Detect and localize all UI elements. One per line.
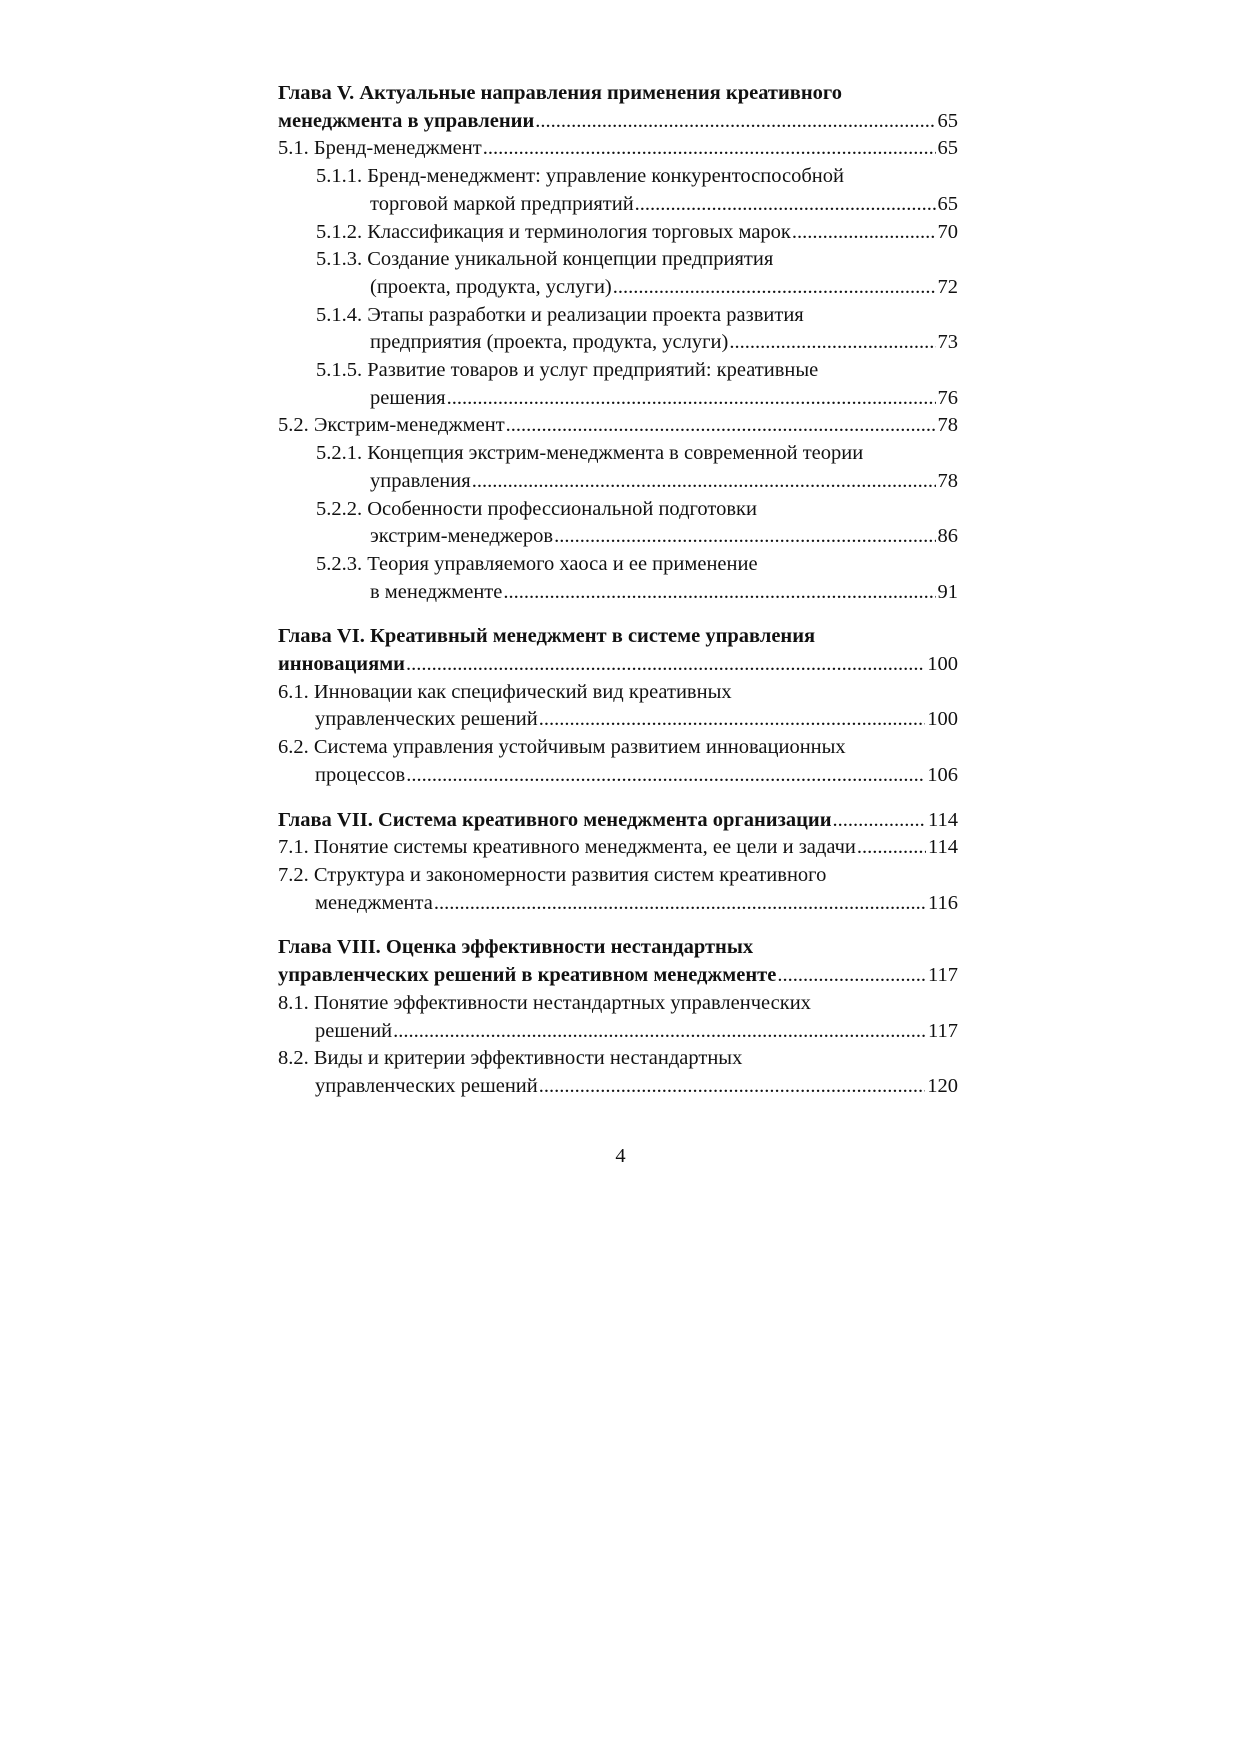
entry-title: 5.2.1. Концепция экстрим-менеджмента в современной теории bbox=[316, 442, 864, 465]
dot-leader bbox=[393, 1018, 926, 1046]
chapter-6-page: 100 bbox=[927, 653, 958, 676]
chapter-6-title-line-2[interactable] bbox=[278, 651, 958, 679]
entry-page: 76 bbox=[937, 386, 958, 409]
chapter-6-title-part-1: Глава VI. Креативный менеджмент в системе управления bbox=[278, 625, 816, 648]
entry-page: 117 bbox=[928, 1019, 958, 1042]
chapter-8 bbox=[278, 934, 958, 1100]
entry-page: 70 bbox=[937, 220, 958, 243]
entry-title: 7.1. Понятие системы креативного менеджмента, ее цели и задачи bbox=[278, 836, 856, 859]
entry-title: 5.1.5. Развитие товаров и услуг предприятий: креативные bbox=[316, 359, 819, 382]
chapter-8-title-part-2: управленческих решений в креативном менеджменте bbox=[278, 964, 777, 987]
dot-leader bbox=[434, 890, 926, 918]
entry-page: 106 bbox=[927, 763, 958, 786]
entry-title: 5.2.2. Особенности профессиональной подготовки bbox=[316, 497, 757, 520]
toc-entry-7-2-line-1[interactable] bbox=[278, 862, 958, 890]
chapter-6 bbox=[278, 623, 958, 789]
entry-title: 8.1. Понятие эффективности нестандартных управленческих bbox=[278, 991, 811, 1014]
dot-leader bbox=[447, 385, 936, 413]
dot-leader bbox=[613, 274, 936, 302]
entry-title: менеджмента bbox=[315, 891, 433, 914]
dot-leader bbox=[729, 329, 935, 357]
entry-title: 7.2. Структура и закономерности развития систем креативного bbox=[278, 863, 827, 886]
toc-entry-5-1-4-line-1[interactable] bbox=[278, 302, 958, 330]
dot-leader bbox=[535, 108, 935, 136]
entry-title: управленческих решений bbox=[315, 708, 538, 731]
entry-title: 5.1.1. Бренд-менеджмент: управление конкурентоспособной bbox=[316, 165, 844, 188]
dot-leader bbox=[792, 219, 936, 247]
toc-entry-5-1-4-line-2[interactable] bbox=[278, 329, 958, 357]
chapter-8-page: 117 bbox=[928, 964, 958, 987]
toc-entry-5-1-1-line-1[interactable] bbox=[278, 163, 958, 191]
chapter-6-title-part-2: инновациями bbox=[278, 653, 405, 676]
entry-title: процессов bbox=[315, 763, 406, 786]
entry-page: 78 bbox=[937, 414, 958, 437]
chapter-7-title[interactable] bbox=[278, 807, 958, 835]
toc-entry-5-2-1-line-1[interactable] bbox=[278, 440, 958, 468]
entry-page: 91 bbox=[937, 580, 958, 603]
toc-entry-8-1-line-2[interactable] bbox=[278, 1018, 958, 1046]
entry-page: 65 bbox=[937, 137, 958, 160]
toc-entry-6-1-line-1[interactable] bbox=[278, 679, 958, 707]
entry-title: управления bbox=[370, 469, 471, 492]
page-number: 4 bbox=[615, 1145, 626, 1167]
entry-title: в менеджменте bbox=[370, 580, 503, 603]
toc-entry-6-2-line-1[interactable] bbox=[278, 734, 958, 762]
entry-title: 6.2. Система управления устойчивым развитием инновационных bbox=[278, 736, 846, 759]
entry-page: 116 bbox=[928, 891, 958, 914]
entry-page: 73 bbox=[937, 331, 958, 354]
entry-title: (проекта, продукта, услуги) bbox=[370, 275, 612, 298]
table-of-contents bbox=[278, 80, 958, 1101]
dot-leader bbox=[406, 651, 925, 679]
chapter-7-page: 114 bbox=[928, 808, 958, 831]
toc-entry-7-1[interactable] bbox=[278, 834, 958, 862]
toc-entry-8-2-line-2[interactable] bbox=[278, 1073, 958, 1101]
entry-title: 5.1.2. Классификация и терминология торговых марок bbox=[316, 220, 791, 243]
chapter-5 bbox=[278, 80, 958, 606]
toc-entry-5-1-3-line-1[interactable] bbox=[278, 246, 958, 274]
entry-page: 120 bbox=[927, 1074, 958, 1097]
chapter-8-title-line-1[interactable] bbox=[278, 934, 958, 962]
entry-title: экстрим-менеджеров bbox=[370, 525, 554, 548]
dot-leader bbox=[857, 834, 926, 862]
toc-entry-8-2-line-1[interactable] bbox=[278, 1045, 958, 1073]
entry-title: решений bbox=[315, 1019, 393, 1042]
dot-leader bbox=[554, 523, 935, 551]
dot-leader bbox=[539, 706, 926, 734]
entry-page: 100 bbox=[927, 708, 958, 731]
chapter-5-page: 65 bbox=[937, 109, 958, 132]
entry-page: 72 bbox=[937, 275, 958, 298]
toc-entry-5-2-1-line-2[interactable] bbox=[278, 468, 958, 496]
entry-page: 78 bbox=[937, 469, 958, 492]
toc-entry-8-1-line-1[interactable] bbox=[278, 990, 958, 1018]
entry-title: 5.2. Экстрим-менеджмент bbox=[278, 414, 505, 437]
dot-leader bbox=[833, 807, 927, 835]
entry-page: 65 bbox=[937, 192, 958, 215]
chapter-8-title-part-1: Глава VIII. Оценка эффективности нестандартных bbox=[278, 936, 754, 959]
entry-title: решения bbox=[370, 386, 446, 409]
toc-entry-6-2-line-2[interactable] bbox=[278, 762, 958, 790]
entry-title: 6.1. Инновации как специфический вид креативных bbox=[278, 680, 732, 703]
toc-entry-5-2-2-line-2[interactable] bbox=[278, 523, 958, 551]
entry-title: 5.1.3. Создание уникальной концепции предприятия bbox=[316, 248, 774, 271]
toc-entry-5-2[interactable] bbox=[278, 412, 958, 440]
dot-leader bbox=[503, 579, 935, 607]
dot-leader bbox=[406, 762, 925, 790]
entry-page: 86 bbox=[937, 525, 958, 548]
entry-page: 114 bbox=[928, 836, 958, 859]
chapter-5-title-part-2: менеджмента в управлении bbox=[278, 109, 535, 132]
toc-entry-5-2-3-line-1[interactable] bbox=[278, 551, 958, 579]
toc-entry-5-1[interactable] bbox=[278, 135, 958, 163]
dot-leader bbox=[472, 468, 936, 496]
toc-entry-5-2-3-line-2[interactable] bbox=[278, 579, 958, 607]
chapter-5-title-line-2[interactable] bbox=[278, 108, 958, 136]
chapter-8-title-line-2[interactable] bbox=[278, 962, 958, 990]
toc-entry-7-2-line-2[interactable] bbox=[278, 890, 958, 918]
toc-entry-5-1-5-line-1[interactable] bbox=[278, 357, 958, 385]
toc-entry-6-1-line-2[interactable] bbox=[278, 706, 958, 734]
dot-leader bbox=[506, 412, 936, 440]
chapter-7-title-text: Глава VII. Система креативного менеджмента организации bbox=[278, 808, 832, 831]
chapter-6-title-line-1[interactable] bbox=[278, 623, 958, 651]
toc-entry-5-1-2[interactable] bbox=[278, 219, 958, 247]
dot-leader bbox=[635, 191, 936, 219]
toc-entry-5-1-5-line-2[interactable] bbox=[278, 385, 958, 413]
toc-entry-5-2-2-line-1[interactable] bbox=[278, 496, 958, 524]
entry-title: управленческих решений bbox=[315, 1074, 538, 1097]
chapter-5-title-line-1[interactable] bbox=[278, 80, 958, 108]
entry-title: предприятия (проекта, продукта, услуги) bbox=[370, 331, 729, 354]
toc-entry-5-1-3-line-2[interactable] bbox=[278, 274, 958, 302]
entry-title: 8.2. Виды и критерии эффективности нестандартных bbox=[278, 1047, 743, 1070]
chapter-5-title-part-1: Глава V. Актуальные направления применения креативного bbox=[278, 82, 842, 104]
dot-leader bbox=[539, 1073, 926, 1101]
dot-leader bbox=[483, 135, 936, 163]
entry-title: торговой маркой предприятий bbox=[370, 192, 634, 215]
chapter-7 bbox=[278, 807, 958, 918]
entry-title: 5.2.3. Теория управляемого хаоса и ее применение bbox=[316, 552, 758, 575]
entry-title: 5.1. Бренд-менеджмент bbox=[278, 137, 482, 160]
entry-title: 5.1.4. Этапы разработки и реализации проекта развития bbox=[316, 303, 804, 326]
dot-leader bbox=[777, 962, 926, 990]
toc-entry-5-1-1-line-2[interactable] bbox=[278, 191, 958, 219]
